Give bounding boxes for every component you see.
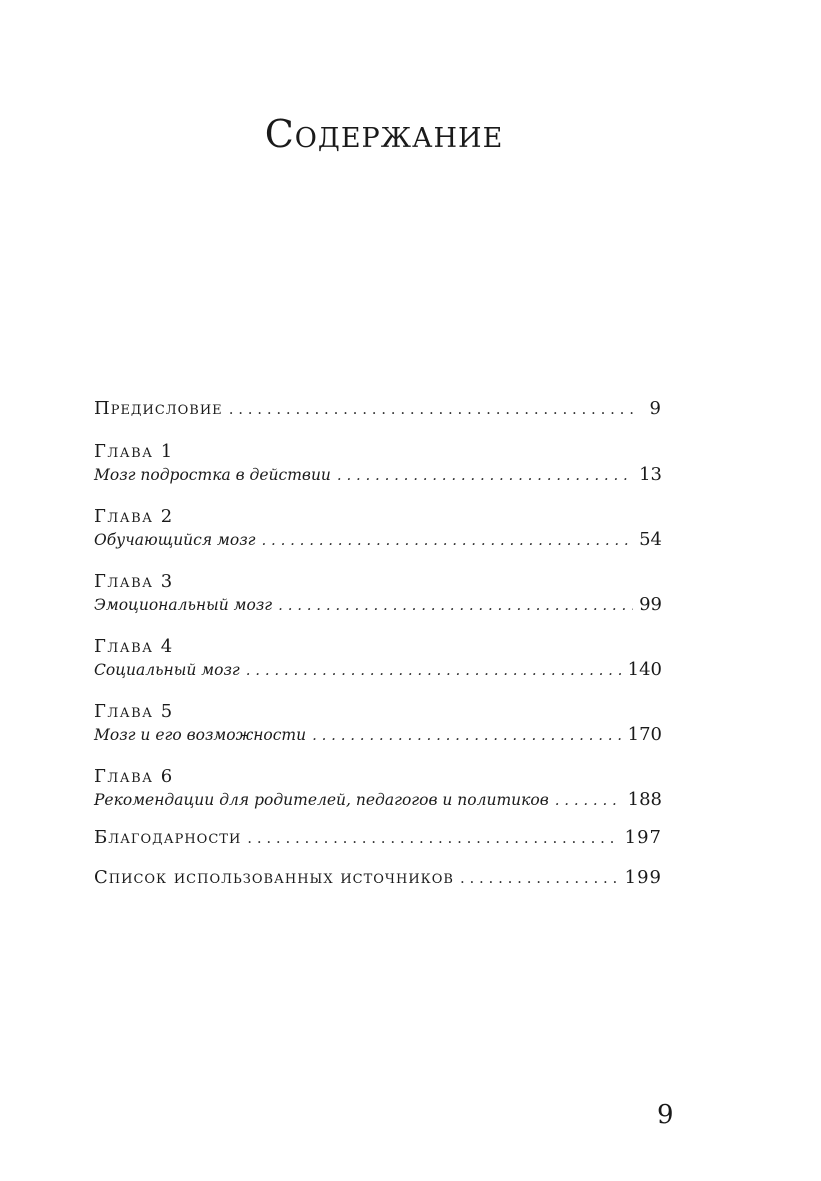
toc-entry-references[interactable]	[94, 867, 662, 893]
dot-leader	[247, 829, 618, 847]
toc-entry-page: 188	[627, 789, 662, 810]
toc-entry-label: Мозг подростка в действии	[94, 466, 331, 484]
toc-entry-chapter-3[interactable]	[94, 594, 662, 619]
chapter-heading: Глава 1	[94, 441, 174, 462]
toc-entry-label: Социальный мозг	[94, 661, 240, 679]
toc-entry-page: 140	[627, 659, 662, 680]
toc-entry-chapter-4[interactable]	[94, 659, 662, 684]
chapter-heading: Глава 3	[94, 571, 174, 592]
dot-leader	[262, 531, 634, 549]
dot-leader	[555, 791, 622, 809]
dot-leader	[278, 596, 633, 614]
toc-entry-chapter-1[interactable]	[94, 464, 662, 489]
toc-chapter-6	[94, 765, 662, 814]
toc-entry-label: Рекомендации для родителей, педагогов и политиков	[94, 791, 549, 809]
chapter-heading: Глава 2	[94, 506, 174, 527]
toc-chapter-2	[94, 505, 662, 554]
page-number: 9	[657, 1100, 674, 1130]
toc-entry-page: 197	[624, 827, 662, 848]
page-title: Содержание	[264, 112, 504, 156]
toc-entry-chapter-6[interactable]	[94, 789, 662, 814]
toc-entry-label: Обучающийся мозг	[94, 531, 256, 549]
table-of-contents	[94, 398, 662, 893]
toc-chapter-5	[94, 700, 662, 749]
toc-chapter-3	[94, 570, 662, 619]
toc-entry-label: Список использованных источников	[94, 867, 454, 888]
toc-entry-page: 54	[639, 529, 662, 550]
toc-chapter-1	[94, 440, 662, 489]
toc-entry-page: 199	[624, 867, 662, 888]
dot-leader	[460, 869, 619, 887]
toc-entry-acknowledgements[interactable]	[94, 827, 662, 853]
toc-entry-page: 170	[627, 724, 662, 745]
toc-chapter-4	[94, 635, 662, 684]
toc-entry-label: Эмоциональный мозг	[94, 596, 273, 614]
toc-entry-preface[interactable]	[94, 398, 662, 424]
toc-entry-page: 99	[639, 594, 662, 615]
toc-entry-label: Мозг и его возможности	[94, 726, 307, 744]
dot-leader	[337, 466, 633, 484]
toc-entry-label: Предисловие	[94, 398, 223, 419]
toc-entry-label: Благодарности	[94, 827, 242, 848]
dot-leader	[229, 400, 634, 418]
toc-entry-chapter-5[interactable]	[94, 724, 662, 749]
toc-entry-page: 9	[649, 398, 662, 419]
toc-entry-chapter-2[interactable]	[94, 529, 662, 554]
chapter-heading: Глава 5	[94, 701, 174, 722]
dot-leader	[246, 661, 622, 679]
chapter-heading: Глава 4	[94, 636, 174, 657]
dot-leader	[312, 726, 622, 744]
chapter-heading: Глава 6	[94, 766, 174, 787]
toc-entry-page: 13	[639, 464, 662, 485]
